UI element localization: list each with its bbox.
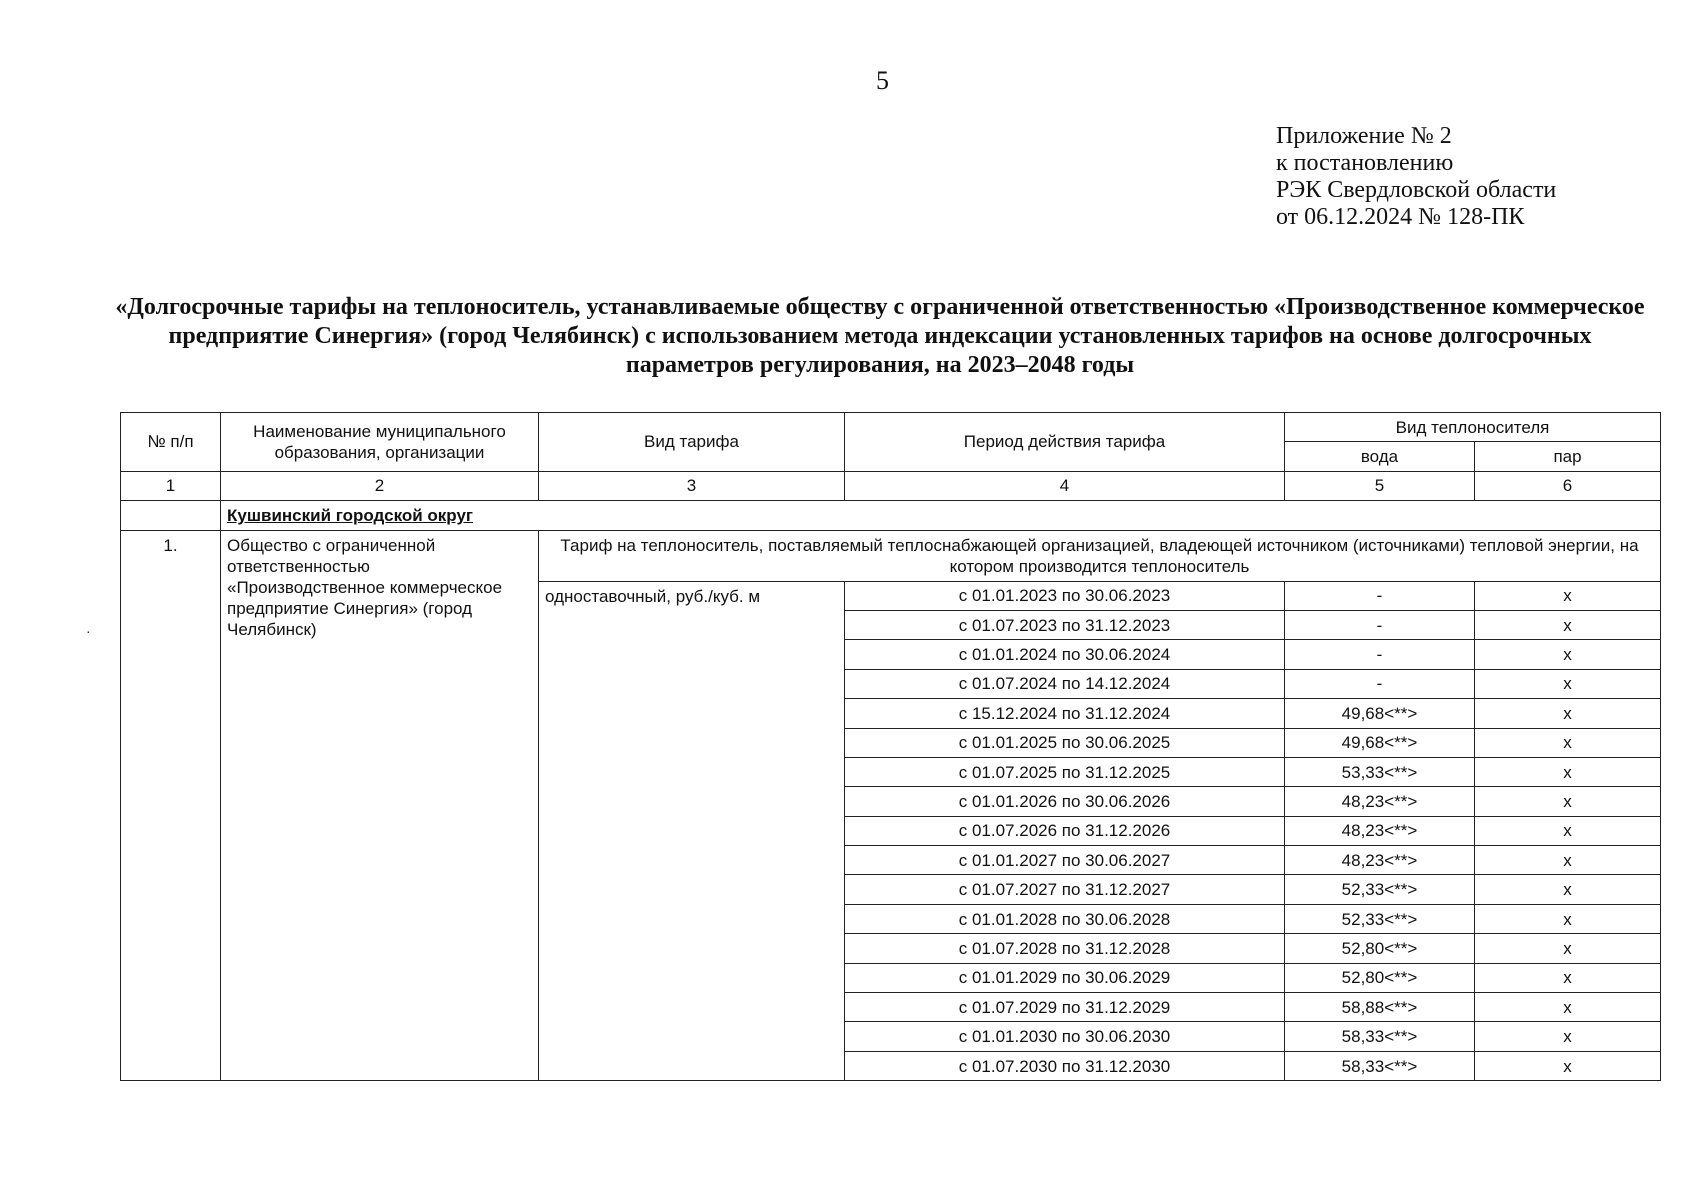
header-tariff-type: Вид тарифа bbox=[539, 413, 845, 472]
page-number: 5 bbox=[876, 66, 889, 95]
steam-value: х bbox=[1475, 757, 1661, 786]
steam-value: х bbox=[1475, 934, 1661, 963]
water-value: 48,23<**> bbox=[1285, 846, 1475, 875]
tariff-kind: одноставочный, руб./куб. м bbox=[539, 581, 845, 1081]
period-cell: с 01.07.2026 по 31.12.2026 bbox=[845, 816, 1285, 845]
water-value: 52,33<**> bbox=[1285, 875, 1475, 904]
district-row bbox=[121, 501, 1661, 530]
steam-value: х bbox=[1475, 1022, 1661, 1051]
water-value: 52,80<**> bbox=[1285, 963, 1475, 992]
column-number: 1 bbox=[121, 471, 221, 500]
header-steam: пар bbox=[1475, 442, 1661, 471]
water-value: 48,23<**> bbox=[1285, 787, 1475, 816]
period-cell: с 01.07.2023 по 31.12.2023 bbox=[845, 610, 1285, 639]
steam-value: х bbox=[1475, 904, 1661, 933]
column-number-row bbox=[121, 471, 1661, 500]
column-number: 3 bbox=[539, 471, 845, 500]
tariff-description: Тариф на теплоноситель, поставляемый теплоснабжающей организацией, владеющей источником (источниками) тепловой энергии, на котором производится теплоноситель bbox=[539, 530, 1661, 581]
period-cell: с 01.01.2027 по 30.06.2027 bbox=[845, 846, 1285, 875]
appendix-line: к постановлению bbox=[1276, 150, 1454, 176]
water-value: - bbox=[1285, 610, 1475, 639]
period-cell: с 15.12.2024 по 31.12.2024 bbox=[845, 699, 1285, 728]
column-number: 2 bbox=[221, 471, 539, 500]
appendix-line: РЭК Свердловской области bbox=[1276, 177, 1557, 203]
period-cell: с 01.01.2023 по 30.06.2023 bbox=[845, 581, 1285, 610]
appendix-line: Приложение № 2 bbox=[1276, 123, 1452, 149]
document-title: «Долгосрочные тарифы на теплоноситель, устанавливаемые обществу с ограниченной ответственностью «Производственное коммерческое предприятие Синергия» (город Челябинск) с использованием метода индексации установленных тарифов на основе долгосрочных параметров регулирования, на 2023–2048 годы bbox=[115, 294, 1645, 378]
period-cell: с 01.01.2026 по 30.06.2026 bbox=[845, 787, 1285, 816]
steam-value: х bbox=[1475, 963, 1661, 992]
period-cell: с 01.07.2027 по 31.12.2027 bbox=[845, 875, 1285, 904]
water-value: - bbox=[1285, 669, 1475, 698]
margin-mark: · bbox=[86, 626, 91, 641]
column-number: 4 bbox=[845, 471, 1285, 500]
steam-value: х bbox=[1475, 846, 1661, 875]
period-cell: с 01.07.2024 по 14.12.2024 bbox=[845, 669, 1285, 698]
period-cell: с 01.01.2029 по 30.06.2029 bbox=[845, 963, 1285, 992]
water-value: 53,33<**> bbox=[1285, 757, 1475, 786]
header-period: Период действия тарифа bbox=[845, 413, 1285, 472]
district-name: Кушвинский городской округ bbox=[221, 501, 1661, 530]
water-value: 48,23<**> bbox=[1285, 816, 1475, 845]
water-value: 58,88<**> bbox=[1285, 993, 1475, 1022]
steam-value: х bbox=[1475, 816, 1661, 845]
tariff-table bbox=[120, 412, 1661, 1081]
water-value: 58,33<**> bbox=[1285, 1051, 1475, 1080]
water-value: - bbox=[1285, 581, 1475, 610]
steam-value: х bbox=[1475, 787, 1661, 816]
header-carrier: Вид теплоносителя bbox=[1285, 413, 1661, 442]
appendix-line: от 06.12.2024 № 128-ПК bbox=[1276, 204, 1525, 230]
water-value: 52,33<**> bbox=[1285, 904, 1475, 933]
empty-cell bbox=[121, 501, 221, 530]
steam-value: х bbox=[1475, 728, 1661, 757]
header-water: вода bbox=[1285, 442, 1475, 471]
header-row bbox=[121, 413, 1661, 442]
period-cell: с 01.07.2030 по 31.12.2030 bbox=[845, 1051, 1285, 1080]
period-cell: с 01.07.2028 по 31.12.2028 bbox=[845, 934, 1285, 963]
water-value: 49,68<**> bbox=[1285, 699, 1475, 728]
header-num: № п/п bbox=[121, 413, 221, 472]
steam-value: х bbox=[1475, 699, 1661, 728]
appendix-block bbox=[1276, 123, 1556, 231]
period-cell: с 01.07.2025 по 31.12.2025 bbox=[845, 757, 1285, 786]
steam-value: х bbox=[1475, 1051, 1661, 1080]
column-number: 6 bbox=[1475, 471, 1661, 500]
period-cell: с 01.01.2030 по 30.06.2030 bbox=[845, 1022, 1285, 1051]
tariff-desc-row bbox=[121, 530, 1661, 581]
column-number: 5 bbox=[1285, 471, 1475, 500]
water-value: 58,33<**> bbox=[1285, 1022, 1475, 1051]
steam-value: х bbox=[1475, 993, 1661, 1022]
steam-value: х bbox=[1475, 669, 1661, 698]
period-cell: с 01.01.2028 по 30.06.2028 bbox=[845, 904, 1285, 933]
steam-value: х bbox=[1475, 875, 1661, 904]
entry-number: 1. bbox=[121, 530, 221, 1081]
period-cell: с 01.01.2025 по 30.06.2025 bbox=[845, 728, 1285, 757]
period-cell: с 01.07.2029 по 31.12.2029 bbox=[845, 993, 1285, 1022]
water-value: - bbox=[1285, 640, 1475, 669]
steam-value: х bbox=[1475, 610, 1661, 639]
water-value: 52,80<**> bbox=[1285, 934, 1475, 963]
period-cell: с 01.01.2024 по 30.06.2024 bbox=[845, 640, 1285, 669]
organization-name: Общество с ограниченной ответственностью «Производственное коммерческое предприятие Синергия» (город Челябинск) bbox=[221, 530, 539, 1081]
steam-value: х bbox=[1475, 581, 1661, 610]
steam-value: х bbox=[1475, 640, 1661, 669]
water-value: 49,68<**> bbox=[1285, 728, 1475, 757]
header-org: Наименование муниципального образования, организации bbox=[221, 413, 539, 472]
